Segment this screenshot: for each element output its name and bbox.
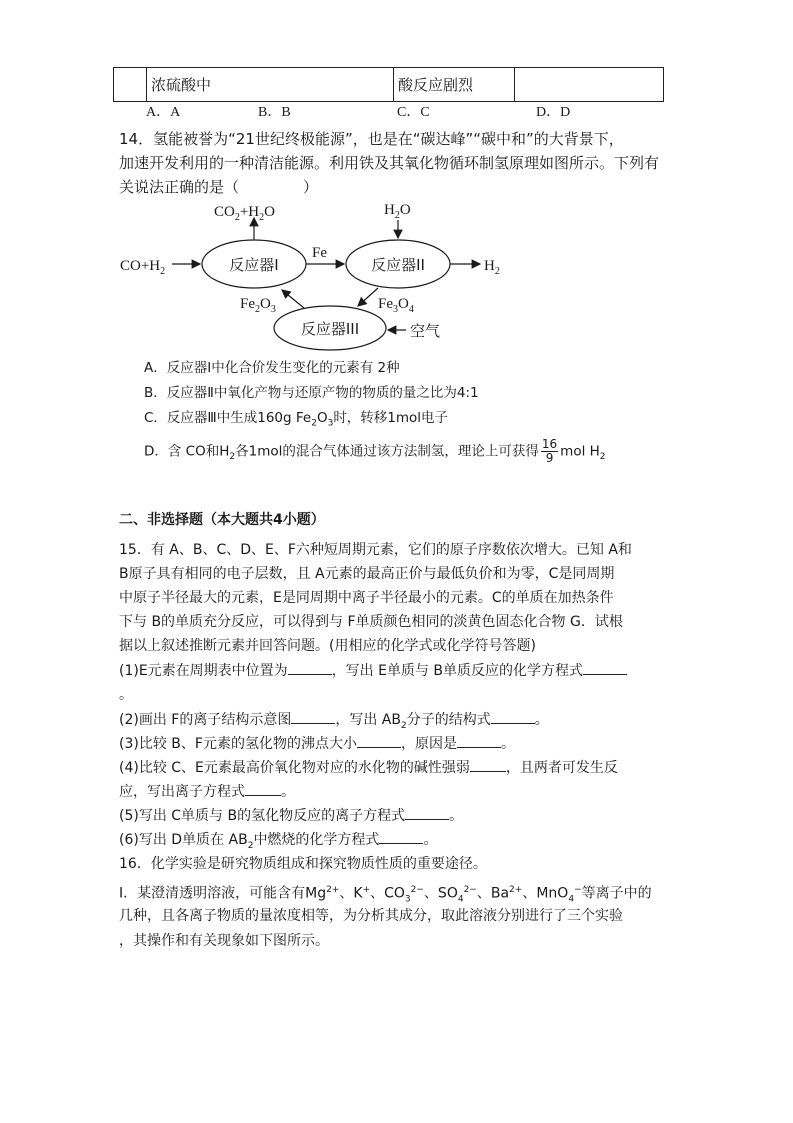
answer-blank	[288, 662, 332, 675]
product-label: $H_2$	[484, 258, 500, 277]
q15-line1: 15．有 A、B、C、D、E、F六种短周期元素，它们的原子序数依次增大。已知 A和	[119, 542, 632, 558]
answer-blank	[291, 711, 335, 724]
answer-blank	[357, 735, 401, 748]
q16-line3: 几种，且各离子物质的量浓度相等，为分析其成分，取此溶液分别进行了三个实验	[119, 908, 623, 924]
exhaust-label: $CO_2+H_2O$	[214, 204, 275, 223]
q14-option-b: B．反应器Ⅱ中氧化产物与还原产物的物质的量之比为4:1	[144, 385, 479, 401]
fe3o4-arrow	[358, 288, 378, 306]
fe-label: Fe	[312, 245, 327, 261]
q15-part3: (3)比较 B、F元素的氢化物的沸点大小 ，原因是 。	[119, 736, 515, 752]
q14-stem-line2: 加速开发利用的一种清洁能源。利用铁及其氧化物循环制氢原理如图所示。下列有	[119, 154, 660, 172]
water-label: $H_2O$	[384, 202, 411, 221]
answer-blank	[491, 711, 535, 724]
q15-line2: B原子具有相同的电子层数，且 A元素的最高正价与最低负价和为零，C是同周期	[119, 566, 615, 582]
q14-stem-line1: 14．氢能被誉为“21世纪终极能源”，也是在“碳达峰”“碳中和”的大背景下，	[119, 130, 624, 148]
q15-part4-cont: 应，写出离子方程式 。	[119, 784, 295, 800]
fe2o3-label: $Fe_2O_3$	[240, 296, 276, 315]
table-cell-phenomenon: 酸反应剧烈	[394, 68, 515, 102]
hydrogen-cycle-diagram	[110, 192, 550, 352]
q16-line4: ，其操作和有关现象如下图所示。	[119, 933, 329, 949]
q15-part1: (1)E元素在周期表中位置为 ，写出 E单质与 B单质反应的化学方程式	[119, 661, 627, 681]
section-heading: 二、非选择题（本大题共4小题）	[119, 512, 325, 528]
q14-option-d: D．含 CO和$H_2$各1mol的混合气体通过该方法制氢，理论上可获得 $\frac{16}{9}$ mol $H_2$	[144, 437, 606, 465]
q15-part1-end: 。	[119, 687, 133, 703]
table-row	[114, 68, 664, 102]
fe2o3-arrow	[282, 290, 304, 308]
q13-option-b: B．B	[258, 105, 291, 120]
answer-blank	[457, 735, 501, 748]
q14-option-a: A．反应器Ⅰ中化合价发生变化的元素有 2种	[144, 360, 400, 376]
reactor-3-label: 反应器III	[300, 320, 360, 338]
answer-table	[113, 67, 664, 102]
q16-line1: 16．化学实验是研究物质组成和探究物质性质的重要途径。	[119, 856, 487, 872]
air-label: 空气	[410, 322, 441, 340]
feed-label: $CO+H_2$	[120, 258, 166, 277]
reactor-1-label: 反应器I	[229, 256, 279, 274]
q15-line5: 据以上叙述推断元素并回答问题。(用相应的化学式或化学符号答题)	[119, 638, 536, 654]
q15-part6: (6)写出 D单质在 $AB_2$中燃烧的化学方程式 。	[119, 832, 438, 851]
answer-blank	[405, 807, 449, 820]
q15-line4: 下与 B的单质充分反应，可以得到与 F单质颜色相同的淡黄色固态化合物 G．试根	[119, 614, 623, 630]
q15-part5: (5)写出 C单质与 B的氢化物反应的离子方程式 。	[119, 808, 464, 824]
q14-option-c: C．反应器Ⅲ中生成160g $Fe_2O_3$时，转移1mol电子	[144, 410, 449, 429]
q13-option-c: C．C	[397, 105, 430, 120]
answer-blank	[583, 662, 627, 675]
answer-blank	[379, 831, 423, 844]
q13-option-d: D．D	[536, 105, 571, 120]
table-cell-blank	[515, 68, 664, 102]
table-cell-substance: 浓硫酸中	[147, 68, 394, 102]
q15-line3: 中原子半径最大的元素，E是同周期中离子半径最小的元素。C的单质在加热条件	[119, 590, 614, 606]
fe3o4-label: $Fe_3O_4$	[378, 296, 414, 315]
q15-part4: (4)比较 C、E元素最高价氧化物对应的水化物的碱性强弱 ，且两者可发生反	[119, 760, 618, 776]
q15-part2: (2)画出 F的离子结构示意图 ，写出 $AB_2$分子的结构式 。	[119, 712, 549, 731]
reactor-2-label: 反应器II	[371, 256, 425, 274]
answer-blank	[245, 783, 281, 796]
fraction-16-9: $\frac{16}{9}$	[541, 437, 558, 465]
q16-line2: Ⅰ．某澄清透明溶液，可能含有$Mg^{2+}$、K+、$CO_3^{2-}$、$SO_4^{2-}$、$Ba^{2+}$、MnO$_4$−等离子中的	[119, 885, 652, 905]
table-cell-empty	[114, 68, 147, 102]
answer-blank	[470, 759, 506, 772]
q14-stem-line3: 关说法正确的是（ ）	[119, 178, 319, 196]
q13-option-a: A．A	[146, 105, 181, 120]
